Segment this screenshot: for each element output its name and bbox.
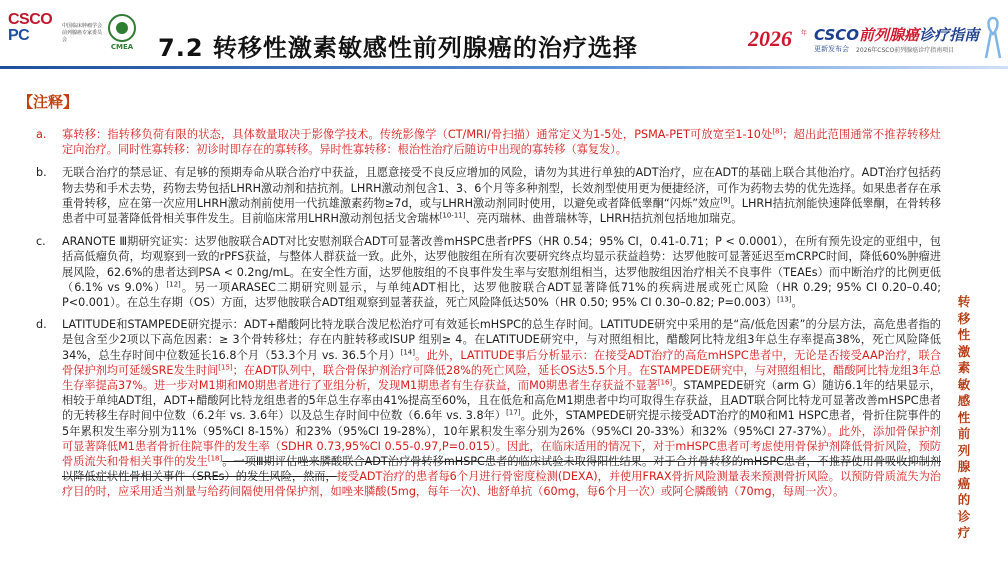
side-char: 感 [957, 393, 971, 408]
note-text: ；超出此范围通常不推荐转移灶定向治疗。同时性寡转移：初诊时即存在的寡转移。异时性寡转移：根治性治疗后随访中出现的寡转移（寡复发）。 [62, 128, 941, 157]
note-text: 寡转移：指转移负荷有限的状态，具体数量取决于影像学技术。传统影像学（CT/MRI/骨扫描）通常定义为1-5处，PSMA-PET可放宽至1-10处 [62, 128, 773, 141]
note-text-struck: 。一项Ⅲ期评估唑来膦酸联合ADT治疗骨转移mHSPC患者的临床试验未取得阳性结果。对于合并骨转移的mHSPC患者，不推荐使用骨吸收抑制剂以降低症状性骨相关事件（SREs）的发生风险，然而， [62, 455, 941, 484]
csco-pc-logo [8, 12, 58, 52]
side-char: 疗 [957, 525, 971, 540]
side-char: 性 [957, 327, 971, 342]
citation: [16] [657, 378, 673, 387]
citation: [12] [166, 280, 181, 289]
note-item-b [36, 165, 941, 226]
note-text-highlight: 接受ADT治疗的患者每6个月进行骨密度检测(DEXA)，并使用FRAX骨折风险测量表来预测骨折风险。以预防骨质流失为治疗目的时，应采用适当剂量与给药间隔使用骨保护剂，如唑来膦酸(5mg，每年一次)、地舒单抗（60mg，每6个月一次）或阿仑膦酸钠（70mg，每周一次）。 [62, 470, 941, 499]
page-title: 7.2 转移性激素敏感性前列腺癌的治疗选择 [158, 34, 638, 62]
note-text: 无联合治疗的禁忌证、有足够的预期寿命从联合治疗中获益，且愿意接受不良反应增加的风险，请勿为其进行单独的ADT治疗，应在ADT的基础上联合其他治疗。ADT治疗包括药物去势和手术去势，药物去势包括LHRH激动剂和拮抗剂。LHRH激动剂包含1、3、6个月等多种剂型，长效剂型使用更为便捷经济，可作为药物去势的优先选择。如果患者存在承重骨转移，应在第一次应用LHRH激动剂前使用一代抗雄激素药物≥7d，或与LHRH激动剂同时使用，以避免或者降低睾酮“闪烁”效应 [62, 166, 941, 210]
side-char: 癌 [957, 475, 971, 491]
cmea-caption: CMEA [110, 43, 134, 51]
cmea-logo [106, 14, 138, 54]
note-text: LATITUDE和STAMPEDE研究提示：ADT+醋酸阿比特龙联合泼尼松治疗可有效延长mHSPC的总生存时间。LATITUDE研究中采用的是“高/低危因素”的分层方法，高危患者指的是包含至少2项以下高危因素：≥ 3个骨转移灶；存在内脏转移或ISUP 组别≥ 4。在LATITUDE研究中，与对照组相比，醋酸阿比特龙组3年总生存率提高38%，死亡风险降低34%，总生存时间中位数延长16.8个月（53.3个月 vs. 36.5个月） [62, 318, 941, 362]
note-item-d [36, 317, 941, 499]
banner-brand [814, 24, 979, 45]
banner-year-suffix: 年 [801, 30, 808, 37]
note-text: 。LHRH拮抗剂能快速降低睾酮，在骨转移患者中可显著降低骨相关事件发生。目前临床常用LHRH激动剂包括戈舍瑞林 [62, 196, 941, 226]
note-item-a [36, 127, 941, 157]
note-text: 、亮丙瑞林、曲普瑞林等，LHRH拮抗剂包括地加瑞克。 [465, 212, 743, 226]
side-char: 列 [957, 442, 971, 458]
note-text: ARANOTE Ⅲ期研究证实：达罗他胺联合ADT对比安慰剂联合ADT可显著改善mHSPC患者rPFS（HR 0.54；95% CI，0.41-0.71；P < 0.0001），在所有预先设定的亚组中，包括高低瘤负荷，均观察到一致的rPFS获益，与整体人群获益一致。此外，达罗他胺组在所有次要研究终点均显示获益趋势：达罗他胺可显著延迟至mCRPC时间，降低60%肿瘤进展风险，62.6%的患者达到PSA < 0.2ng/mL。在安全性方面，达罗他胺组的不良事件发生率与安慰剂组相当，达罗他胺组因治疗相关不良事件（TEAEs）而中断治疗的比例更低（6.1% vs 9.0%） [62, 235, 941, 294]
side-char: 素 [957, 360, 971, 375]
side-section-label [952, 294, 976, 542]
note-marker: c. [36, 235, 46, 249]
side-char: 敏 [957, 376, 971, 392]
citation: [10-11] [439, 211, 466, 220]
side-char: 激 [957, 343, 971, 359]
side-char: 腺 [957, 459, 971, 474]
note-marker: a. [36, 128, 47, 141]
citation: [17] [506, 408, 521, 417]
citation: [13] [777, 295, 792, 304]
side-char: 前 [957, 426, 971, 441]
note-item-c [36, 234, 941, 310]
note-text: 。此外，STAMPEDE研究提示接受ADT治疗的M0和M1 HSPC患者，骨折住院事件的5年累积发生率分别为11%（95%CI 8-15%）和23%（95%CI 19-28%），10年累积发生率分别为26%（95%CI 20-33%）和32%（95%CI 27-37%） [62, 409, 941, 438]
citation: [8] [772, 127, 783, 136]
banner-brand-suffix: 诊疗指南 [919, 26, 980, 44]
note-text-highlight: ；在ADT队列中，联合骨保护剂治疗可降低28%的死亡风险，延长OS达5.5个月。在STAMPEDE研究中，与对照组相比，醋酸阿比特龙组3年总生存率提高37%。进一步对M1期和M0期患者进行了亚组分析，发现M1期患者有生存获益，而M0期患者生存获益不显著 [62, 363, 941, 393]
cmea-seal-icon [108, 14, 136, 42]
note-text: 。STAMPEDE研究（arm G）随访6.1年的结果显示，相较于单纯ADT组，ADT+醋酸阿比特龙组患者的5年总生存率由41%提高至60%，且在低危和高危M1期患者中均可取得生存获益，且ADT联合阿比特龙可显著改善mHSPC患者的无转移生存时间中位数（6.2年 vs. 3.6年）以及总生存时间中位数（6.6年 vs. 3.8年） [62, 379, 942, 423]
notes-heading: 【注释】 [18, 93, 79, 111]
note-text-highlight: 。此外，添加骨保护剂可显著降低M1患者骨折住院事件的发生率（SDHR 0.73,95%CI 0.55-0.97,P=0.015）。因此，在临床适用的情况下，对于mHSPC患者可考虑使用骨保护剂降低骨折风险，预防骨质流失和骨相关事件的发生 [62, 424, 941, 469]
note-text: 。另一项ARASEC二期研究则显示，与单纯ADT相比，达罗他胺联合ADT显著降低71%的疾病进展或死亡风险（HR 0.29; 95% CI 0.20–0.40; P<0.001）。在总生存期（OS）方面，达罗他胺联合ADT组观察到显著获益，死亡风险降低达50%（HR 0.50; 95% CI 0.30–0.82; P=0.003） [62, 280, 941, 310]
banner-brand-main: 前列腺癌 [859, 26, 920, 44]
side-char: 移 [957, 310, 971, 326]
logo-text-top: CSCO [8, 11, 53, 28]
header-divider [0, 66, 1008, 69]
side-char: 的 [957, 492, 971, 507]
banner-subtitle: 更新发布会 [814, 45, 849, 53]
note-marker: b. [36, 166, 47, 180]
note-marker: d. [36, 318, 47, 332]
citation: [18] [207, 454, 223, 463]
banner-year: 2026 [748, 26, 792, 51]
side-char: 诊 [957, 508, 971, 524]
logo-caption: 中国临床肿瘤学会前列腺癌专家委员会 [62, 23, 103, 43]
logo-text-bottom: PC [8, 27, 30, 44]
note-text: 。 [791, 296, 803, 310]
notes-list [36, 127, 941, 500]
citation: [14] [400, 347, 415, 356]
note-text-highlight: 。此外，LATITUDE事后分析显示：在接受ADT治疗的高危mHSPC患者中，无论是否接受AAP治疗，联合骨保护剂均可延缓SRE发生时间 [62, 348, 941, 377]
citation: [9] [720, 196, 731, 205]
awareness-ribbon-icon [984, 16, 1002, 60]
banner-project: 2026年CSCO前列腺癌诊疗指南项目 [856, 47, 955, 54]
side-char: 转 [957, 294, 971, 309]
citation: [15] [218, 363, 233, 372]
guideline-banner [748, 22, 978, 62]
side-char: 性 [957, 409, 971, 425]
banner-brand-prefix: CSCO [814, 26, 860, 44]
